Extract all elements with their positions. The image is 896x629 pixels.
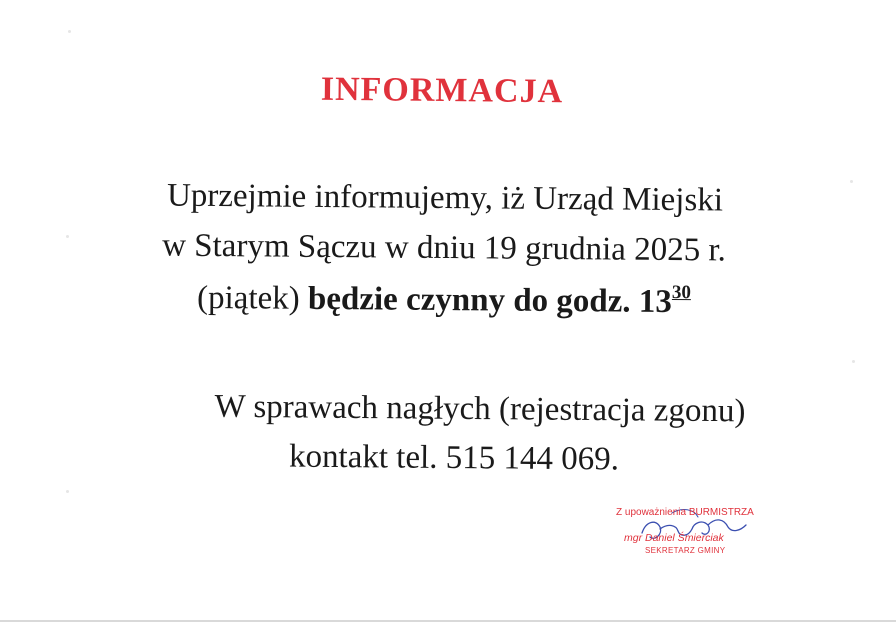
paragraph1-line1: Uprzejmie informujemy, iż Urząd Miejski xyxy=(166,177,724,219)
paragraph2-line1: W sprawach nagłych (rejestracja zgonu) xyxy=(214,388,746,430)
document-title: INFORMACJA xyxy=(320,70,564,111)
scan-speck xyxy=(66,490,69,493)
paragraph1-line2: w Starym Sączu w dniu 19 grudnia 2025 r. xyxy=(162,227,726,269)
scan-speck xyxy=(68,30,71,33)
stamp-authorization-text: Z upoważnienia BURMISTRZA xyxy=(616,507,754,518)
paragraph1-line3 xyxy=(0,276,892,323)
paragraph2-line2: kontakt tel. 515 144 069. xyxy=(288,438,620,478)
stamp-position-text: SEKRETARZ GMINY xyxy=(645,546,726,555)
scan-edge-line xyxy=(0,620,896,622)
scan-speck xyxy=(852,360,855,363)
weekday-text: (piątek) xyxy=(196,279,309,317)
closing-time-minutes: 30 xyxy=(671,281,692,304)
closing-time-text: będzie czynny do godz. 13 xyxy=(307,280,673,320)
official-stamp xyxy=(612,505,772,565)
stamp-name-text: mgr Daniel Śmierciak xyxy=(624,532,724,544)
